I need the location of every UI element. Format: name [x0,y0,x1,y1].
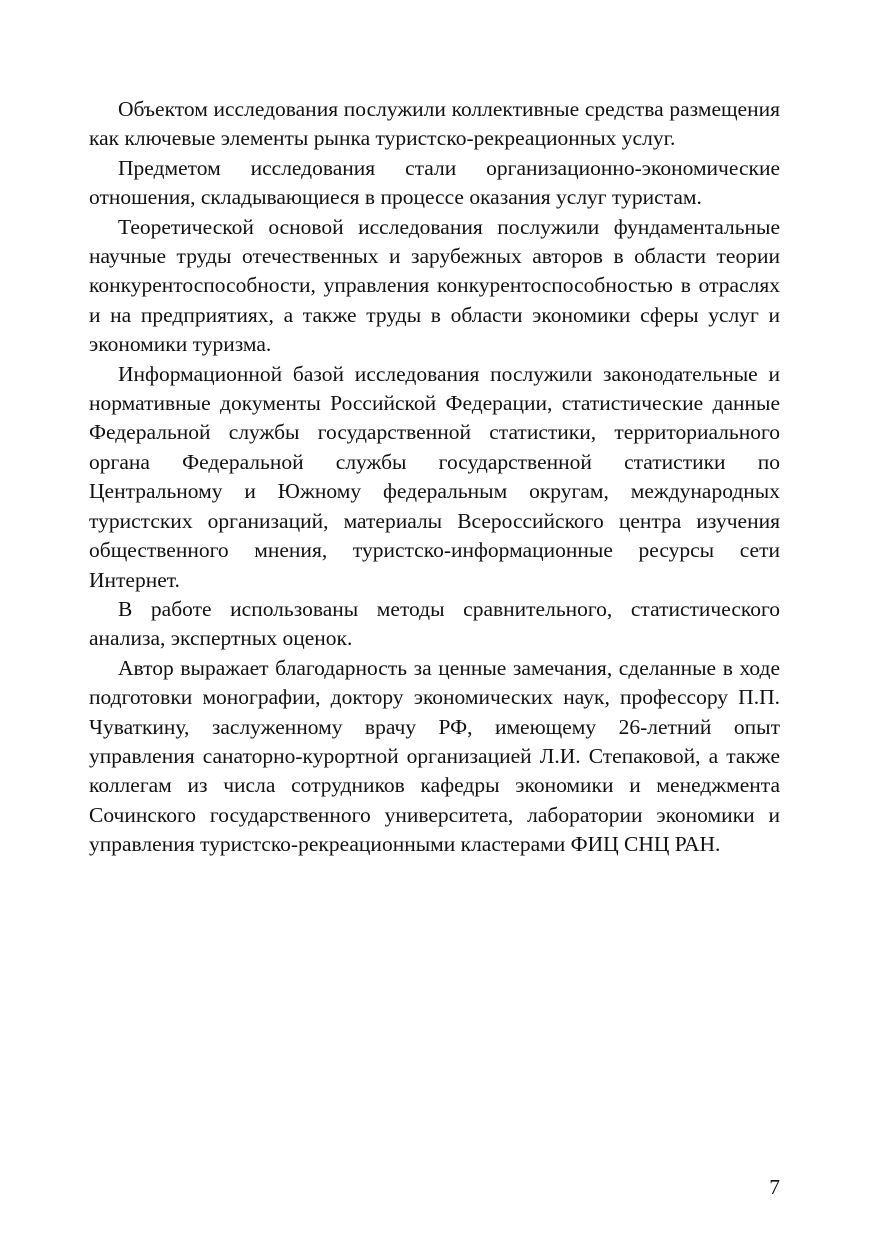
page-number: 7 [769,1175,780,1199]
paragraph-research-subject: Предметом исследования стали организационно-экономические отношения, складывающиеся в процессе оказания услуг туристам. [89,155,780,210]
paragraph-information-base: Информационной базой исследования послужили законодательные и нормативные документы Российской Федерации, статистические данные Федеральной службы государственной статистики, территориального органа Федеральной службы государственной статистики по Центральному и Южному федеральным округам, международных туристских организаций, материалы Всероссийского центра изучения общественного мнения, туристско-информационные ресурсы сети Интернет. [89,361,780,592]
paragraph-methods: В работе использованы методы сравнительного, статистического анализа, экспертных оценок. [89,596,780,651]
paragraph-theoretical-basis: Теоретической основой исследования послужили фундаментальные научные труды отечественных и зарубежных авторов в области теории конкурентоспособности, управления конкурентоспособностью в отраслях и на предприятиях, а также труды в области экономики сферы услуг и экономики туризма. [89,214,780,357]
document-page [89,95,780,860]
paragraph-research-object: Объектом исследования послужили коллективные средства размещения как ключевые элементы рынка туристско-рекреационных услуг. [89,97,780,151]
paragraph-acknowledgements: Автор выражает благодарность за ценные замечания, сделанные в ходе подготовки монографии, доктору экономических наук, профессору П.П. Чуваткину, заслуженному врачу РФ, имеющему 26-летний опыт управления санаторно-курортной организацией Л.И. Степаковой, а также коллегам из числа сотрудников кафедры экономики и менеджмента Сочинского государственного университета, лаборатории экономики и управления туристско-рекреационными кластерами ФИЦ СНЦ РАН. [89,655,780,857]
